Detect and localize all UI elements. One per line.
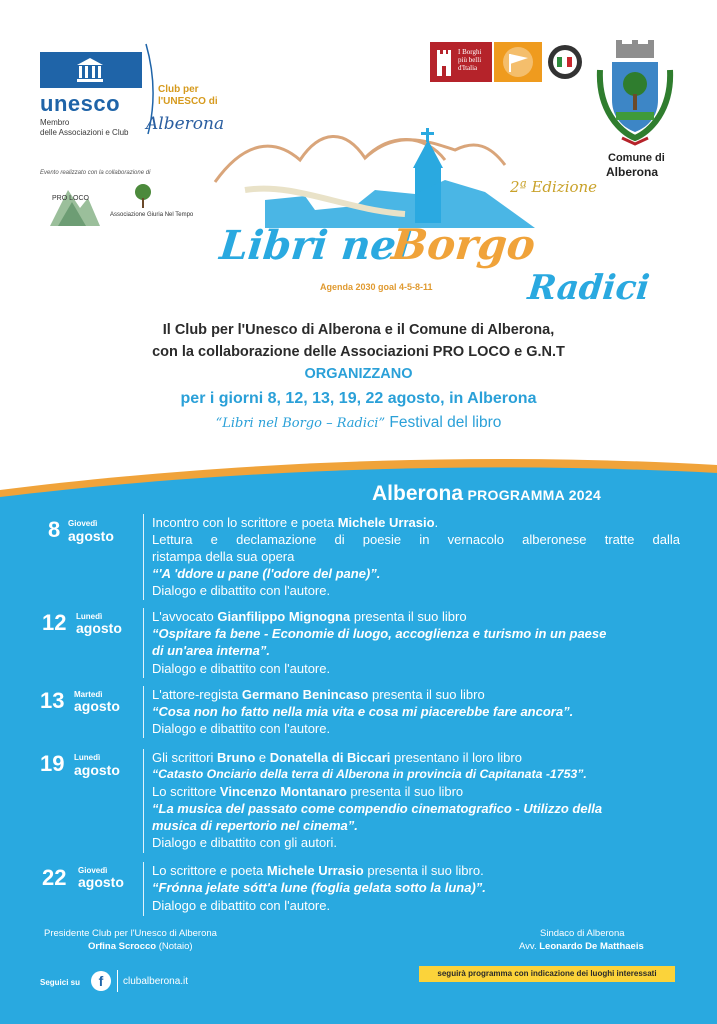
unesco-wordmark: unesco	[40, 91, 121, 116]
event-line: Lettura e declamazione di poesie in vernacolo alberonese tratte dalla	[152, 532, 680, 547]
event-date-weekday: Giovedì	[78, 866, 108, 875]
borghi-text-3: d'Italia	[458, 64, 478, 72]
orange-flag-icon	[494, 42, 542, 82]
event-date-weekday: Lunedì	[76, 612, 103, 621]
upcoming-program-note: seguirà programma con indicazione dei luoghi interessati	[419, 966, 675, 982]
borghi-text-2: più belli	[458, 56, 482, 64]
festival-title-libri: Libri nel	[217, 222, 414, 269]
event-date-weekday: Martedì	[74, 690, 103, 699]
event-text: e	[255, 750, 270, 765]
event-author: Vincenzo Montanaro	[219, 784, 347, 799]
event-text: Gli scrittori	[152, 750, 217, 765]
event-book-title	[152, 767, 680, 781]
event-book-title-text: “La musica del passato come compendio cinematografico - Utilizzo della	[152, 801, 603, 816]
mayor-role: Sindaco di Alberona	[540, 928, 625, 939]
event-book-title-text: “'A 'ddore u pane (l'odore del pane)”.	[152, 566, 381, 581]
event-book-title	[152, 704, 680, 719]
borghi-tower-icon	[434, 48, 454, 76]
comune-label-1: Comune di	[608, 152, 665, 164]
event-book-title-text: di un'area interna”.	[152, 643, 270, 658]
intro-festival-line	[0, 414, 717, 432]
orange-flag-logo	[494, 42, 542, 82]
mayor-prefix: Avv.	[519, 941, 540, 952]
event-line	[152, 863, 680, 878]
agenda-goals: Agenda 2030 goal 4-5-8-11	[320, 282, 433, 292]
event-text: presentano il loro libro	[390, 750, 522, 765]
event-divider	[143, 608, 144, 678]
event-text: Lo scrittore e poeta	[152, 863, 267, 878]
unesco-subtitle-2: delle Associazioni e Club	[40, 128, 129, 137]
event-date-month: agosto	[78, 874, 124, 890]
event-date-number: 22	[42, 865, 67, 890]
intro-line-2: con la collaborazione delle Associazioni PRO LOCO e G.N.T	[152, 344, 565, 360]
club-label-2: l'UNESCO di	[158, 96, 218, 107]
event-line: Dialogo e dibattito con l'autore.	[152, 583, 331, 598]
event-author: Michele Urrasio	[266, 863, 364, 878]
event-author: Michele Urrasio	[337, 515, 435, 530]
borghi-logo-text	[458, 48, 481, 72]
website-link[interactable]: clubalberona.it	[123, 976, 189, 987]
gnt-logo-text: Associazione Giuria Nel Tempo	[110, 212, 194, 218]
mayor-name	[519, 941, 644, 952]
circular-badge-logo	[544, 42, 586, 82]
event-book-title	[152, 801, 680, 816]
event-line: Dialogo e dibattito con gli autori.	[152, 835, 338, 850]
event-date-month: agosto	[76, 620, 122, 636]
club-label-3: Alberona	[146, 114, 225, 134]
proloco-logo	[50, 180, 100, 228]
event-line: Dialogo e dibattito con l'autore.	[152, 661, 331, 676]
intro-line-1: Il Club per l'Unesco di Alberona e il Comune di Alberona,	[162, 322, 555, 338]
event-author: Donatella di Biccari	[269, 750, 391, 765]
event-text: presenta il suo libro	[350, 609, 467, 624]
event-line: ristampa della sua opera	[152, 549, 295, 564]
event-book-title	[152, 880, 680, 895]
gnt-logo	[110, 180, 194, 228]
event-line: Dialogo e dibattito con l'autore.	[152, 898, 331, 913]
event-book-title	[152, 566, 680, 581]
event-author: Bruno	[217, 750, 256, 765]
collaboration-note: Evento realizzato con la collaborazione di	[40, 170, 151, 176]
follow-label: Seguici su	[40, 978, 81, 987]
president-note: (Notaio)	[156, 941, 193, 952]
event-text: presenta il suo libro	[368, 687, 485, 702]
event-date-month: agosto	[68, 528, 114, 544]
borghi-text-1: I Borghi	[458, 48, 482, 56]
edition-label: 2ª Edizione	[510, 178, 598, 196]
festival-subtitle: Festival del libro	[385, 414, 502, 431]
event-date-number: 19	[40, 751, 65, 776]
event-book-title	[152, 818, 680, 833]
event-book-title	[152, 626, 680, 641]
event-line	[152, 687, 680, 702]
president-name	[88, 941, 193, 952]
event-author: Germano Benincaso	[241, 687, 369, 702]
event-line	[152, 750, 680, 765]
event-text: Incontro con lo scrittore e poeta	[152, 515, 338, 530]
facebook-icon[interactable]: f	[91, 971, 111, 991]
proloco-logo-text: PRO LOCO	[52, 195, 89, 202]
intro-dates: per i giorni 8, 12, 13, 19, 22 agosto, in Alberona	[180, 390, 537, 407]
event-line	[152, 515, 680, 530]
event-date-number: 12	[42, 610, 67, 635]
program-place: Alberona	[372, 482, 464, 505]
event-date-number: 13	[40, 688, 65, 713]
president-name-text: Orfina Scrocco	[88, 941, 157, 952]
event-text: presenta il suo libro	[346, 784, 464, 799]
festival-title-radici: Radici	[525, 268, 652, 308]
unesco-subtitle	[40, 118, 150, 138]
event-book-title-text: “Ospitare fa bene - Economie di luogo, accoglienza e turismo in un paese	[152, 626, 607, 641]
event-text: Lo scrittore	[152, 784, 220, 799]
event-divider	[143, 514, 144, 600]
event-text: L'attore-regista	[152, 687, 242, 702]
unesco-temple-icon	[75, 56, 105, 84]
event-divider	[143, 749, 144, 853]
event-date-weekday: Giovedì	[68, 519, 98, 528]
club-label-1: Club per	[158, 84, 199, 95]
event-text: presenta il suo libro.	[363, 863, 484, 878]
festival-name-italic: “Libri nel Borgo – Radici”	[215, 416, 386, 431]
footer-divider	[117, 970, 118, 992]
comune-label-2: Alberona	[606, 165, 659, 179]
program-heading	[372, 482, 601, 506]
event-book-title-text: “Catasto Onciario della terra di Alberona in provincia di Capitanata -1753”.	[152, 767, 587, 781]
event-line	[152, 609, 680, 624]
unesco-subtitle-1: Membro	[40, 118, 70, 127]
event-date-month: agosto	[74, 762, 120, 778]
program-label: PROGRAMMA 2024	[467, 487, 602, 503]
intro-organizzano: ORGANIZZANO	[304, 366, 413, 382]
event-line	[152, 784, 680, 799]
event-text: .	[434, 515, 439, 530]
event-book-title-text: musica di repertorio nel cinema”.	[152, 818, 358, 833]
event-author: Gianfilippo Mignogna	[217, 609, 351, 624]
festival-title-borgo: Borgo	[389, 220, 538, 269]
event-divider	[143, 862, 144, 916]
event-book-title-text: “Cosa non ho fatto nella mia vita e cosa mi piacerebbe fare ancora”.	[152, 704, 574, 719]
event-book-title	[152, 643, 680, 658]
event-line: Dialogo e dibattito con l'autore.	[152, 721, 331, 736]
decorative-wave	[0, 445, 717, 525]
mayor-name-text: Leonardo De Matthaeis	[539, 941, 644, 952]
circular-badge-icon	[544, 42, 586, 82]
event-date-month: agosto	[74, 698, 120, 714]
event-date-number: 8	[48, 517, 61, 542]
president-role: Presidente Club per l'Unesco di Alberona	[44, 928, 217, 939]
event-book-title-text: “Frónna jelate sótt'a lune (foglia gelata sotto la luna)”.	[152, 880, 486, 895]
event-date-weekday: Lunedì	[74, 753, 101, 762]
event-text: L'avvocato	[152, 609, 218, 624]
event-divider	[143, 686, 144, 738]
